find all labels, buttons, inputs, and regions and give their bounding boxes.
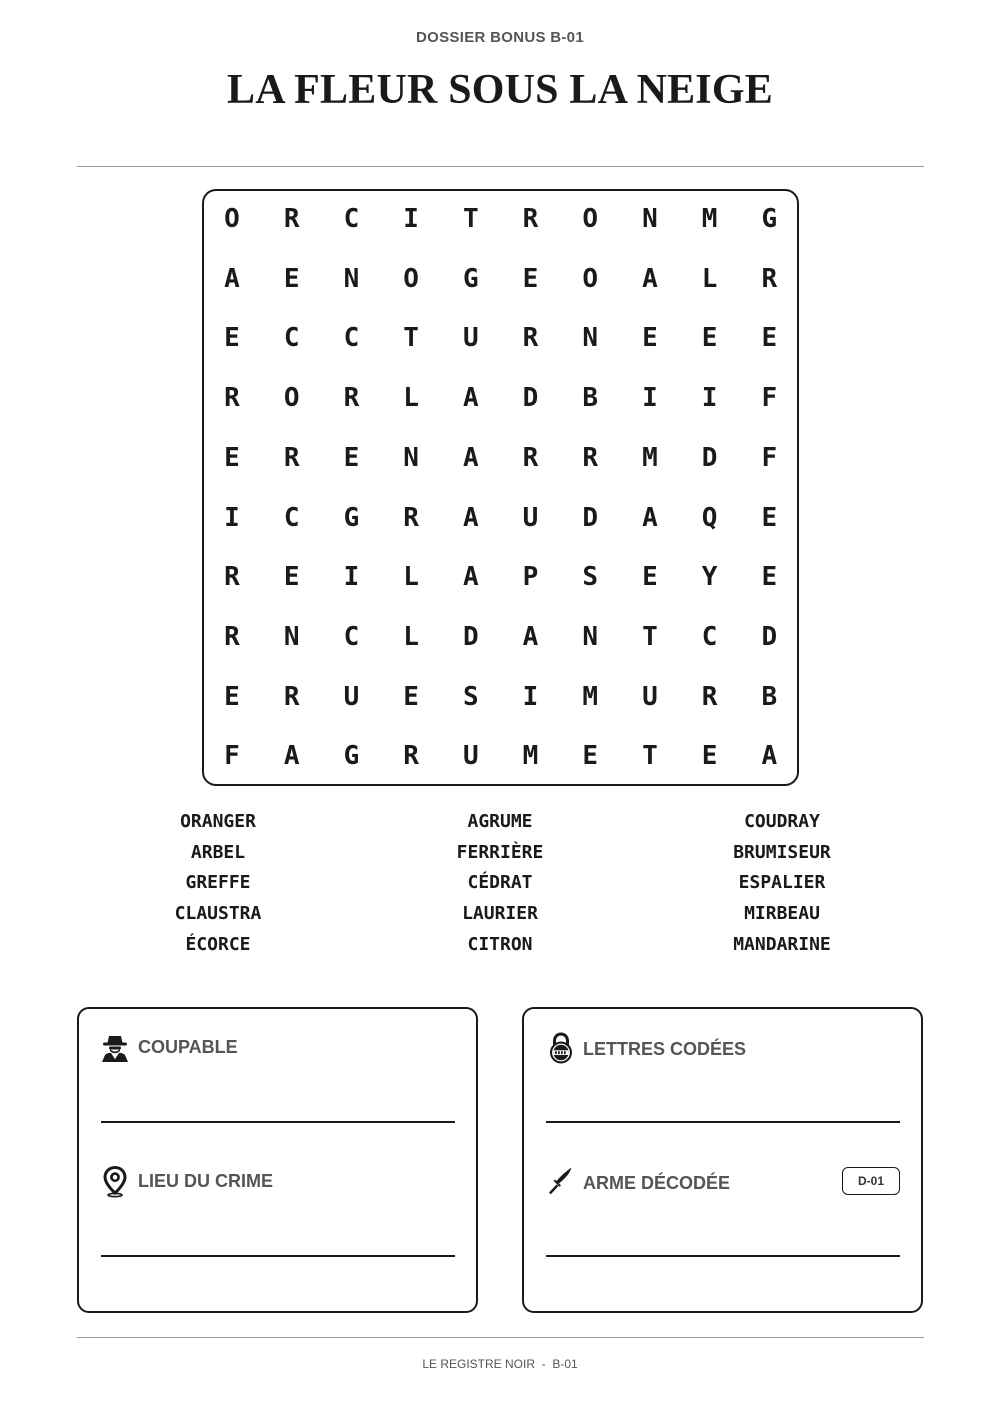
grid-letter[interactable]: E (343, 442, 360, 473)
grid-letter[interactable]: T (462, 204, 479, 234)
weapon-answer-line[interactable] (546, 1255, 900, 1257)
grid-letter[interactable]: A (462, 442, 479, 473)
grid-letter[interactable]: A (224, 263, 240, 294)
coded-letters-label: LETTRES CODÉES (583, 1039, 747, 1059)
grid-letter[interactable]: R (582, 442, 599, 473)
grid-letter[interactable]: C (343, 323, 360, 354)
word-list-item: ESPALIER (738, 872, 826, 894)
grid-letter[interactable]: I (701, 383, 718, 414)
grid-letter[interactable]: S (582, 562, 599, 593)
grid-letter[interactable]: U (522, 502, 539, 533)
grid-letter[interactable]: R (522, 442, 539, 473)
word-list-item: MIRBEAU (744, 903, 820, 925)
grid-letter[interactable]: O (403, 263, 419, 294)
grid-letter[interactable]: E (701, 323, 718, 354)
weapon-code-badge: D-01 (842, 1167, 900, 1195)
grid-letter[interactable]: N (283, 621, 300, 652)
grid-letter[interactable]: D (522, 383, 539, 414)
grid-letter[interactable]: E (224, 442, 240, 473)
grid-letter[interactable]: R (224, 383, 240, 414)
grid-letter[interactable]: O (224, 204, 240, 234)
grid-letter[interactable]: R (761, 263, 778, 294)
grid-letter[interactable]: T (403, 323, 419, 354)
grid-letter[interactable]: L (403, 383, 419, 414)
word-list-column-1 (118, 809, 318, 962)
grid-letter[interactable]: O (582, 263, 599, 294)
grid-letter[interactable]: A (462, 562, 479, 593)
grid-letter[interactable]: R (343, 383, 360, 414)
grid-letter[interactable]: F (761, 383, 778, 414)
grid-letter[interactable]: C (701, 621, 718, 652)
grid-letter[interactable]: N (582, 621, 599, 652)
grid-letter[interactable]: D (462, 621, 479, 652)
grid-letter[interactable]: R (522, 323, 539, 354)
grid-letter[interactable]: R (224, 621, 240, 652)
grid-letter[interactable]: R (283, 681, 300, 712)
grid-letter[interactable]: M (582, 681, 599, 712)
word-list-item: FERRIÈRE (456, 841, 544, 863)
grid-letter[interactable]: A (761, 741, 778, 772)
grid-letter[interactable]: E (283, 562, 300, 593)
grid-letter[interactable]: G (462, 263, 479, 294)
grid-letter[interactable]: I (522, 681, 539, 712)
grid-letter[interactable]: I (224, 502, 240, 533)
grid-letter[interactable]: I (642, 383, 658, 414)
crime-scene-answer-line[interactable] (101, 1255, 455, 1257)
grid-letter[interactable]: R (283, 442, 300, 473)
grid-letter[interactable]: Y (701, 562, 718, 593)
word-list-item: GREFFE (185, 872, 251, 894)
weapon-label: ARME DÉCODÉE (583, 1173, 731, 1193)
grid-letter[interactable]: E (761, 323, 778, 354)
grid-letter[interactable]: G (761, 204, 778, 234)
word-list-item: AGRUME (467, 811, 533, 832)
grid-letter[interactable]: B (582, 383, 599, 414)
dossier-label: DOSSIER BONUS B-01 (416, 29, 584, 46)
grid-letter[interactable]: P (522, 562, 539, 593)
grid-letter[interactable]: O (582, 204, 599, 234)
puzzle-title: LA FLEUR SOUS LA NEIGE (227, 67, 773, 113)
grid-letter[interactable]: E (403, 681, 419, 712)
grid-letter[interactable]: S (462, 681, 479, 712)
bottom-divider (77, 1337, 924, 1338)
grid-letter[interactable]: F (224, 741, 240, 772)
grid-letter[interactable]: R (224, 562, 240, 593)
grid-letter[interactable]: R (403, 741, 419, 772)
grid-letter[interactable]: L (403, 562, 419, 593)
grid-letter[interactable]: C (283, 502, 300, 533)
culprit-label: COUPABLE (138, 1037, 238, 1057)
grid-letter[interactable]: E (224, 323, 240, 354)
grid-letter[interactable]: N (642, 204, 658, 234)
knife-icon (546, 1166, 574, 1196)
coded-letters-answer-line[interactable] (546, 1121, 900, 1123)
grid-letter[interactable]: A (642, 502, 658, 533)
grid-letter[interactable]: E (761, 502, 778, 533)
grid-letter[interactable]: R (701, 681, 718, 712)
grid-letter[interactable]: F (761, 442, 778, 473)
grid-letter[interactable]: N (403, 442, 419, 473)
grid-letter[interactable]: E (642, 562, 658, 593)
word-list-item: LAURIER (462, 903, 538, 925)
grid-letter[interactable]: D (582, 502, 599, 533)
grid-letter[interactable]: E (224, 681, 240, 712)
grid-letter[interactable]: A (462, 502, 479, 533)
word-list-item: ÉCORCE (185, 933, 251, 955)
word-list-column-3 (682, 809, 882, 962)
grid-letter[interactable]: R (403, 502, 419, 533)
grid-letter[interactable]: O (283, 383, 300, 414)
grid-letter[interactable]: C (343, 621, 360, 652)
detective-icon (100, 1032, 130, 1062)
grid-letter[interactable]: E (642, 323, 658, 354)
grid-letter[interactable]: E (283, 263, 300, 294)
grid-letter[interactable]: U (462, 323, 479, 354)
word-list-item: CITRON (467, 933, 533, 955)
grid-letter[interactable]: T (642, 621, 658, 652)
crime-scene-label: LIEU DU CRIME (138, 1171, 273, 1191)
grid-letter[interactable]: C (283, 323, 300, 354)
culprit-answer-line[interactable] (101, 1121, 455, 1123)
grid-letter[interactable]: L (403, 621, 419, 652)
top-divider (77, 166, 924, 167)
padlock-icon (546, 1032, 576, 1064)
page-footer: LE REGISTRE NOIR - B-01 (422, 1357, 578, 1371)
grid-letter[interactable]: G (343, 741, 360, 772)
grid-letter[interactable]: E (522, 263, 539, 294)
grid-letter[interactable]: D (761, 621, 778, 652)
grid-letter[interactable]: N (582, 323, 599, 354)
word-list-item: ORANGER (180, 811, 256, 832)
word-list-item: ARBEL (190, 841, 246, 863)
word-list-item: MANDARINE (733, 933, 831, 955)
grid-letter[interactable]: B (761, 681, 778, 712)
word-list-item: COUDRAY (744, 811, 820, 832)
grid-letter[interactable]: N (343, 263, 360, 294)
grid-letter[interactable]: R (522, 204, 539, 234)
grid-letter[interactable]: U (343, 681, 360, 712)
grid-letter[interactable]: M (642, 442, 658, 473)
grid-letter[interactable]: U (462, 741, 479, 772)
grid-letter[interactable]: M (522, 741, 539, 772)
grid-letter[interactable]: E (582, 741, 599, 772)
grid-letter[interactable]: A (283, 741, 300, 772)
grid-letter[interactable]: E (761, 562, 778, 593)
location-pin-icon (102, 1166, 128, 1198)
word-list-item: BRUMISEUR (733, 841, 831, 863)
grid-letter[interactable]: G (343, 502, 360, 533)
grid-letter[interactable]: I (343, 562, 360, 593)
word-search-grid (202, 189, 799, 786)
grid-letter[interactable]: C (343, 204, 360, 234)
word-list-item: CLAUSTRA (174, 903, 262, 925)
grid-letter[interactable]: E (701, 741, 718, 772)
grid-letter[interactable]: T (642, 741, 658, 772)
grid-letter[interactable]: L (701, 263, 718, 294)
grid-letter[interactable]: D (701, 442, 718, 473)
word-list-item: CÉDRAT (467, 872, 533, 894)
grid-letter[interactable]: Q (701, 502, 718, 533)
grid-letter[interactable]: I (403, 204, 419, 234)
grid-letter[interactable]: R (283, 204, 300, 234)
grid-letter[interactable]: A (522, 621, 539, 652)
word-list-column-2 (400, 809, 600, 962)
grid-letter[interactable]: M (701, 204, 718, 234)
grid-letter[interactable]: U (642, 681, 658, 712)
grid-letter[interactable]: A (642, 263, 658, 294)
grid-letter[interactable]: A (462, 383, 479, 414)
